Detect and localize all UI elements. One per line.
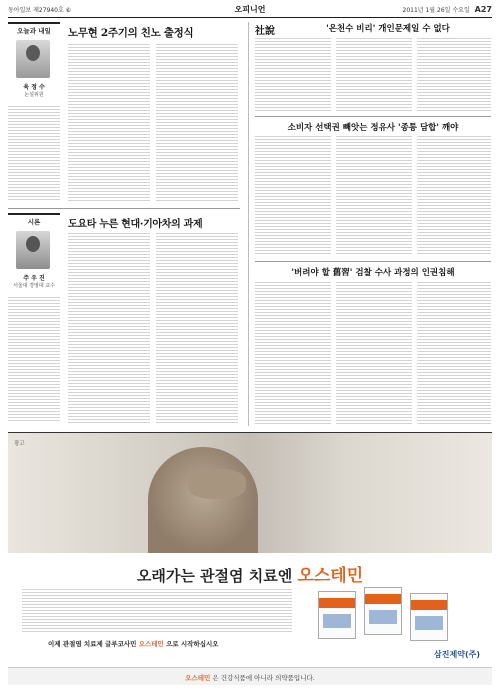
- hand-image: [188, 469, 246, 499]
- divider: [255, 261, 491, 262]
- product-box: [364, 587, 402, 635]
- author-byline: [12, 82, 56, 98]
- ad-brand: 오스테민: [297, 566, 364, 586]
- opinion-column-bottom: [8, 208, 240, 426]
- opinion-column-top: [8, 22, 240, 204]
- body-text-block: [156, 44, 238, 202]
- author-byline: [12, 273, 56, 289]
- body-text-block: [336, 282, 412, 424]
- ad-subline: [48, 639, 298, 648]
- ad-footer: [8, 667, 492, 685]
- author-photo: [16, 40, 50, 78]
- body-text-block: [417, 38, 491, 112]
- body-text-block: [68, 233, 150, 423]
- ad-slogan-prefix: 오래가는 관절염 치료엔: [136, 567, 293, 585]
- body-text-block: [8, 297, 60, 423]
- product-box: [318, 591, 356, 639]
- ad-slogan: [48, 561, 452, 586]
- editorial-headline-2: 소비자 선택권 빼앗는 정유사 '종통 담합' 깨야: [287, 123, 459, 133]
- author-title: 서울대 경영대 교수: [13, 283, 55, 289]
- advertisement: [8, 432, 492, 685]
- body-text-block: [336, 38, 412, 112]
- section-title: 오피니언: [234, 5, 266, 14]
- divider: [255, 116, 491, 117]
- masthead-issue: 동아일보 제27940호 ⑥: [8, 7, 72, 14]
- product-box: [410, 593, 448, 641]
- ad-sub-brand: 오스테민: [138, 640, 164, 648]
- body-text-block: [417, 136, 491, 256]
- body-text-block: [417, 282, 491, 424]
- ad-sub-prefix: 이제 관절염 치료제 글루코사민: [48, 640, 137, 648]
- column-headline: 노무현 2주기의 친노 출정식: [68, 27, 194, 39]
- author-name: 육 정 수: [23, 84, 45, 91]
- body-text-block: [8, 106, 60, 202]
- date-text: 2011년 1월 26일 수요일: [402, 7, 470, 14]
- column-headline: 도요타 누른 현대·기아차의 과제: [68, 219, 203, 230]
- ad-footer-text: 은 건강식품에 아니라 의약품입니다.: [212, 674, 315, 682]
- column-label: 시론: [8, 213, 60, 226]
- body-text-block: [156, 233, 238, 423]
- page-number: A27: [474, 5, 492, 14]
- body-text-block: [255, 38, 331, 112]
- knee-image: [148, 447, 258, 553]
- masthead-date: [403, 5, 492, 14]
- ad-footer-brand: 오스테민: [185, 674, 211, 682]
- author-name: 주 우 진: [23, 275, 45, 282]
- body-text-block: [68, 44, 150, 202]
- ad-photo: [8, 433, 492, 553]
- column-label: 오늘과 내일: [8, 22, 60, 35]
- company-logo: 삼진제약(주): [434, 650, 480, 659]
- author-title: 논설위원: [24, 92, 44, 98]
- masthead: [8, 4, 492, 18]
- product-packages: [308, 585, 478, 645]
- author-photo: [16, 231, 50, 269]
- editorial-headline-1: '온천수 비리' 개인문제일 수 없다: [326, 24, 450, 34]
- editorial-column: [248, 22, 492, 426]
- body-text-block: [255, 136, 331, 256]
- editorial-headline-3: '버려야 할 舊習' 검찰 수사 과정의 인권침해: [291, 268, 455, 278]
- ad-sub-suffix: 으로 시작하십시오: [166, 640, 219, 648]
- body-text-block: [255, 282, 331, 424]
- editorial-label: 社說: [255, 26, 275, 37]
- body-text-block: [336, 136, 412, 256]
- ad-body-text: [22, 589, 292, 633]
- ad-tag: 광고: [14, 441, 25, 447]
